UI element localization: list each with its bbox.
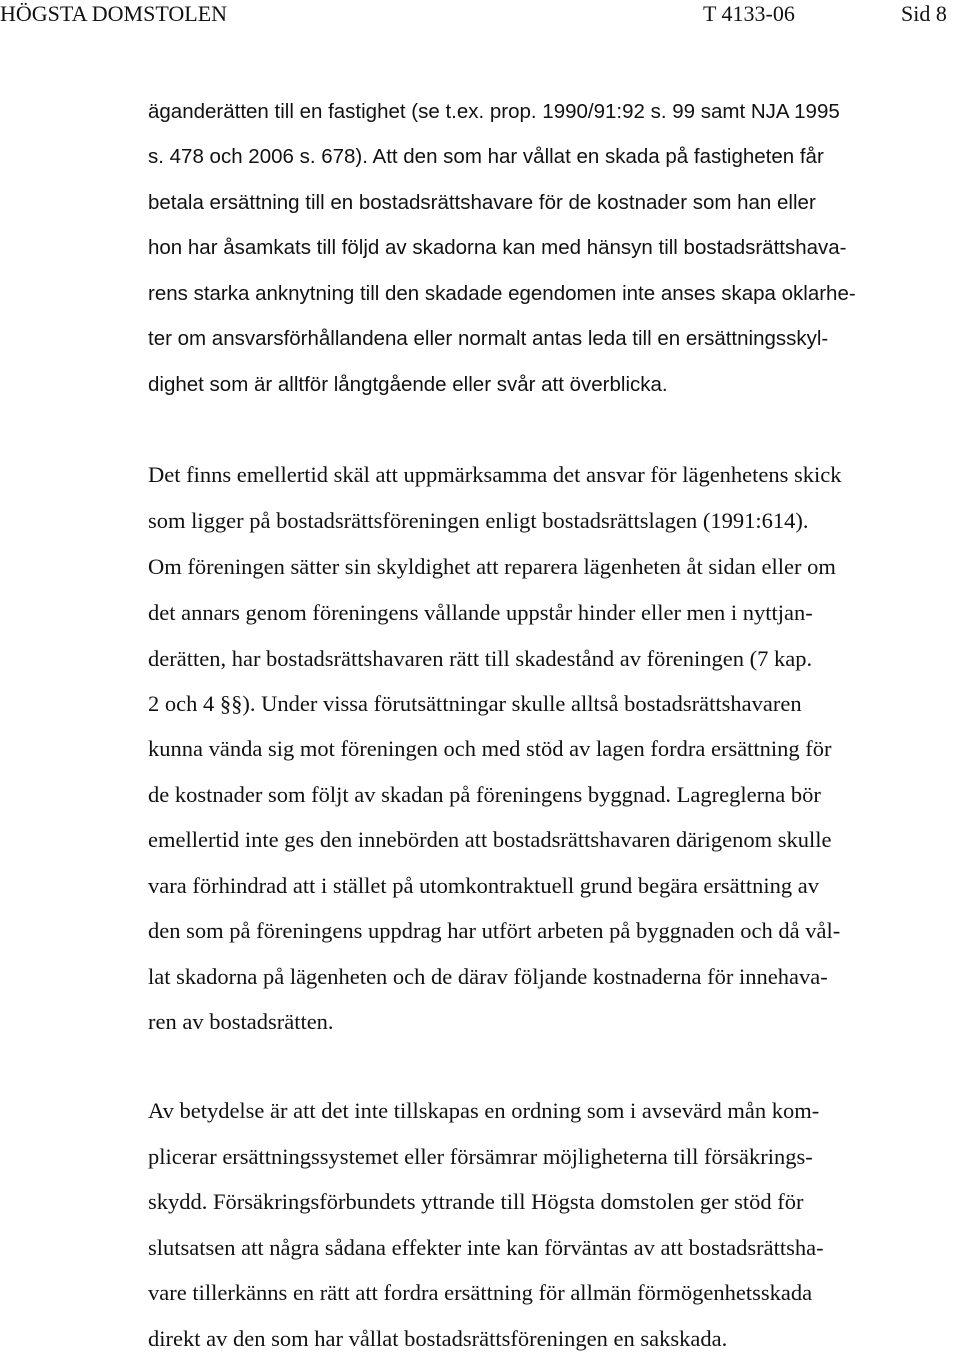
text-line: derätten, har bostadsrättshavaren rätt till skadestånd av föreningen (7 kap. [148,646,813,671]
text-line: s. 478 och 2006 s. 678). Att den som har vållat en skada på fastigheten får [148,145,824,168]
text-line: ren av bostadsrätten. [148,1009,334,1034]
court-name: HÖGSTA DOMSTOLEN [0,1,228,26]
text-line: 2 och 4 §§). Under vissa förutsättningar skulle alltså bostadsrättshavaren [148,691,802,716]
page-header [0,0,960,30]
text-line: Om föreningen sätter sin skyldighet att reparera lägenheten åt sidan eller om [148,554,836,579]
text-line: skydd. Försäkringsförbundets yttrande till Högsta domstolen ger stöd för [148,1189,804,1214]
text-line: lat skadorna på lägenheten och de därav följande kostnaderna för innehava- [148,964,828,989]
text-line: ter om ansvarsförhållandena eller normalt antas leda till en ersättningsskyl- [148,327,829,350]
text-line: de kostnader som följt av skadan på föreningens byggnad. Lagreglerna bör [148,782,821,807]
text-line: vara förhindrad att i stället på utomkontraktuell grund begära ersättning av [148,873,820,898]
text-line: kunna vända sig mot föreningen och med stöd av lagen fordra ersättning för [148,736,832,761]
text-line: den som på föreningens uppdrag har utfört arbeten på byggnaden och då vål- [148,918,841,943]
text-line: Av betydelse är att det inte tillskapas en ordning som i avsevärd mån kom- [148,1098,820,1123]
page-number: Sid 8 [901,1,947,26]
text-line: direkt av den som har vållat bostadsrättsföreningen en sakskada. [148,1326,728,1351]
text-line: slutsatsen att några sådana effekter inte kan förväntas av att bostadsrättsha- [148,1235,824,1260]
text-line: emellertid inte ges den innebörden att bostadsrättshavaren därigenom skulle [148,827,832,852]
case-number: T 4133-06 [703,1,795,26]
text-line: rens starka anknytning till den skadade egendomen inte anses skapa oklarhe- [148,282,856,305]
text-line: som ligger på bostadsrättsföreningen enligt bostadsrättslagen (1991:614). [148,508,809,533]
text-line: betala ersättning till en bostadsrättshavare för de kostnader som han eller [148,191,816,214]
text-line: dighet som är alltför långtgående eller svår att överblicka. [148,373,668,396]
text-line: Det finns emellertid skäl att uppmärksamma det ansvar för lägenhetens skick [148,462,842,487]
text-line: hon har åsamkats till följd av skadorna kan med hänsyn till bostadsrättshava- [148,236,847,259]
text-line: vare tillerkänns en rätt att fordra ersättning för allmän förmögenhetsskada [148,1280,813,1305]
text-line: äganderätten till en fastighet (se t.ex. prop. 1990/91:92 s. 99 samt NJA 1995 [148,100,840,123]
text-line: det annars genom föreningens vållande uppstår hinder eller men i nyttjan- [148,600,813,625]
text-line: plicerar ersättningssystemet eller försämrar möjligheterna till försäkrings- [148,1144,813,1169]
